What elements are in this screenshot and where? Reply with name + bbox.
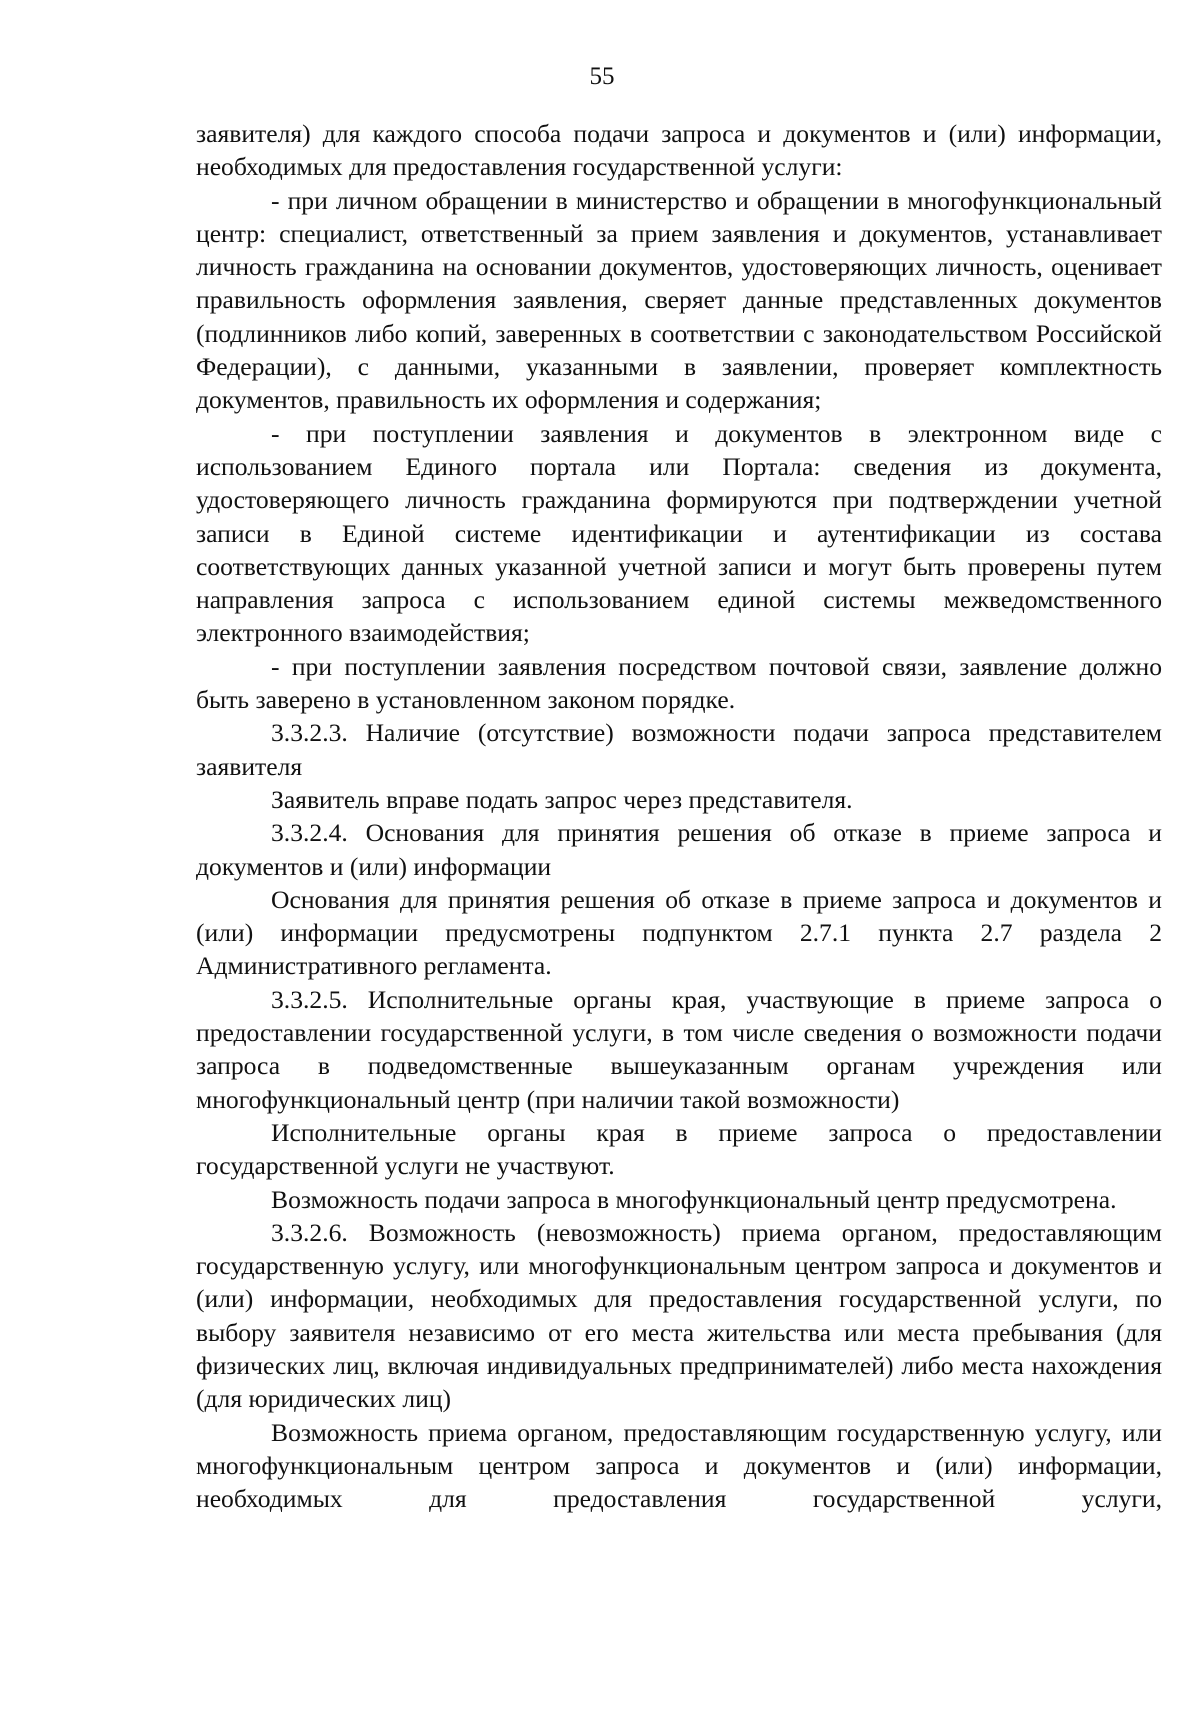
paragraph-refusal-grounds: Основания для принятия решения об отказе в приеме запроса и документов и (или) информации предусмотрены подпунктом 2.7.1 пункта 2.7 раздела 2 Административного регламента.: [196, 884, 1162, 981]
paragraph-executive-bodies: Исполнительные органы края в приеме запроса о предоставлении государственной услуги не участвуют.: [196, 1117, 1162, 1181]
paragraph-electronic-submission: - при поступлении заявления и документов в электронном виде с использованием Единого портала или Портала: сведения из документа, удостоверяющего личность гражданина формируются при подтверждении учетной записи в Единой системе идентификации и аутентификации из состава соответствующих данных указанной учетной записи и могут быть проверены путем направления запроса с использованием единой системы межведомственного электронного взаимодействия;: [196, 418, 1162, 648]
section-heading-3-3-2-6: 3.3.2.6. Возможность (невозможность) приема органом, предоставляющим государственную услугу, или многофункциональным центром запроса и документов и (или) информации, необходимых для предоставления государственной услуги, по выбору заявителя независимо от его места жительства или места пребывания (для физических лиц, включая индивидуальных предпринимателей) либо места нахождения (для юридических лиц): [196, 1217, 1162, 1414]
section-heading-3-3-2-5: 3.3.2.5. Исполнительные органы края, участвующие в приеме запроса о предоставлении государственной услуги, в том числе сведения о возможности подачи запроса в подведомственные вышеуказанным органам учреждения или многофункциональный центр (при наличии такой возможности): [196, 984, 1162, 1114]
section-heading-3-3-2-3: 3.3.2.3. Наличие (отсутствие) возможности подачи запроса представителем заявителя: [196, 718, 1162, 781]
paragraph-representative: Заявитель вправе подать запрос через представителя.: [271, 784, 853, 814]
paragraph-postal-submission: - при поступлении заявления посредством почтовой связи, заявление должно быть заверено в установленном законом порядке.: [196, 651, 1162, 715]
page-number: 55: [589, 63, 615, 90]
paragraph-acceptance-possibility: Возможность приема органом, предоставляющим государственную услугу, или многофункциональным центром запроса и документов и (или) информации, необходимых для предоставления государственной услуги,: [196, 1417, 1162, 1514]
paragraph-continuation: заявителя) для каждого способа подачи запроса и документов и (или) информации, необходимых для предоставления государственной услуги:: [196, 119, 1162, 182]
page-body: [196, 117, 1162, 1515]
section-heading-3-3-2-4: 3.3.2.4. Основания для принятия решения об отказе в приеме запроса и документов и (или) информации: [196, 818, 1162, 881]
paragraph-personal-visit: - при личном обращении в министерство и обращении в многофункциональный центр: специалист, ответственный за прием заявления и документов, устанавливает личность гражданина на основании документов, удостоверяющих личность, оценивает правильность оформления заявления, сверяет данные представленных документов (подлинников либо копий, заверенных в соответствии с законодательством Российской Федерации), с данными, указанными в заявлении, проверяет комплектность документов, правильность их оформления и содержания;: [196, 185, 1162, 415]
paragraph-mfc-possibility: Возможность подачи запроса в многофункциональный центр предусмотрена.: [271, 1184, 1117, 1214]
